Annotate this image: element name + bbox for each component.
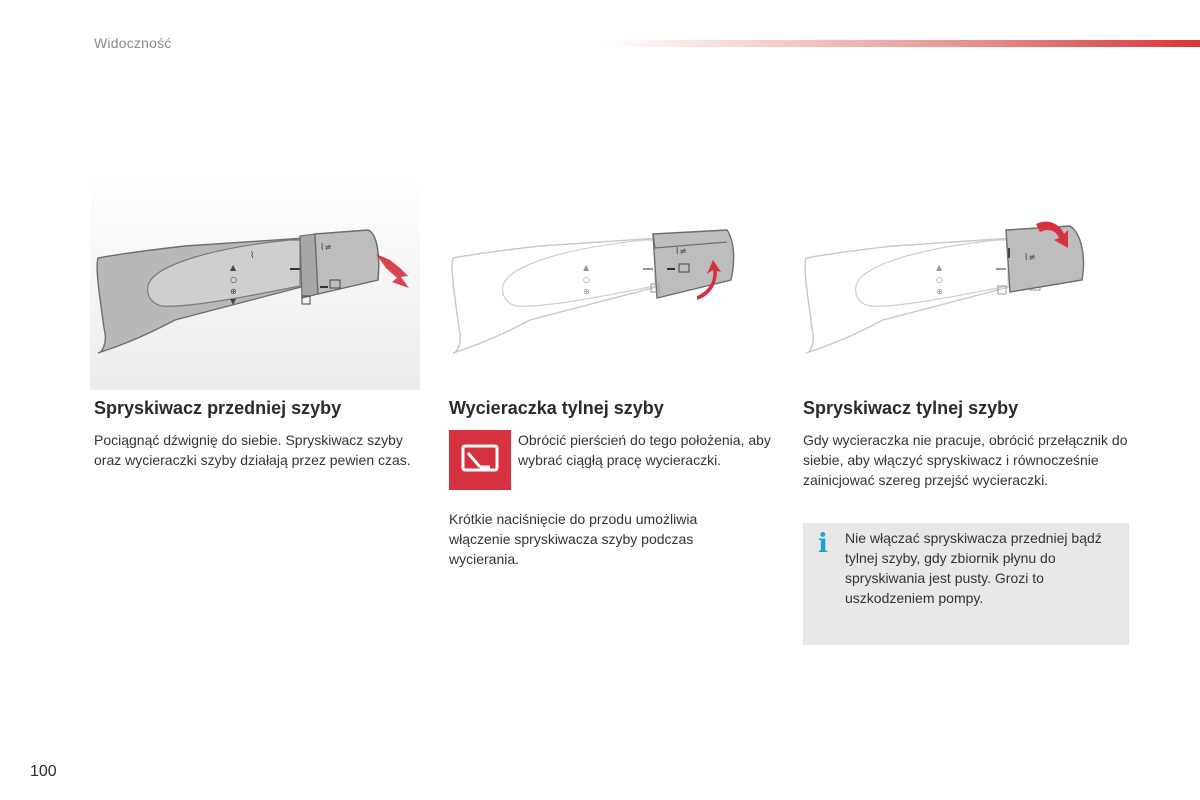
column-front-washer (94, 396, 426, 470)
column-rear-wiper (449, 396, 781, 569)
svg-text:▼: ▼ (230, 297, 237, 306)
svg-text:○: ○ (936, 275, 943, 284)
heading-front-washer: Spryskiwacz przedniej szyby (94, 398, 342, 418)
svg-text:○: ○ (230, 275, 237, 284)
info-box (803, 523, 1129, 645)
info-icon: i (818, 529, 828, 559)
svg-text:▲: ▲ (230, 263, 237, 272)
svg-text:⌇≠: ⌇≠ (320, 243, 332, 253)
svg-text:⌇≠: ⌇≠ (1024, 253, 1036, 263)
section-title: Widoczność (94, 35, 172, 51)
rear-wiper-symbol-row (449, 430, 781, 490)
header-accent-bar (600, 40, 1200, 47)
info-text: Nie włączać spryskiwacza przedniej bądź tylnej szyby, gdy zbiornik płynu do spryskiwania jest pusty. Grozi to uszkodzeniem pompy. (845, 530, 1102, 606)
svg-text:⊕: ⊕ (936, 287, 943, 296)
page-number: 100 (30, 763, 57, 780)
stalk-illustration-rear-wiper (445, 168, 775, 390)
text-rear-washer: Gdy wycieraczka nie pracuje, obrócić przełącznik do siebie, aby włączyć spryskiwacz i równocześnie zainicjować szereg przejść wycieraczki. (803, 432, 1128, 488)
stalk-illustration-front-washer (90, 168, 420, 390)
svg-text:⌇: ⌇ (250, 251, 255, 261)
svg-text:⊕: ⊕ (583, 287, 590, 296)
heading-rear-wiper: Wycieraczka tylnej szyby (449, 398, 664, 418)
svg-text:▲: ▲ (936, 263, 943, 272)
text-front-washer: Pociągnąć dźwignię do siebie. Spryskiwacz szyby oraz wycieraczki szyby działają przez pewien czas. (94, 432, 411, 468)
column-rear-washer (803, 396, 1135, 490)
heading-rear-washer: Spryskiwacz tylnej szyby (803, 398, 1019, 418)
svg-text:▲: ▲ (583, 263, 590, 272)
svg-text:⊕: ⊕ (230, 287, 237, 296)
text-rear-wiper-icon: Obrócić pierścień do tego położenia, aby wybrać ciągłą pracę wycieraczki. (518, 432, 771, 468)
svg-text:⌇≠: ⌇≠ (675, 247, 687, 257)
svg-text:○: ○ (583, 275, 590, 284)
stalk-illustration-rear-washer (798, 168, 1128, 390)
text-rear-wiper: Krótkie naciśnięcie do przodu umożliwia włączenie spryskiwacza szyby podczas wycierania. (449, 511, 698, 567)
rear-wiper-continuous-icon (449, 430, 511, 490)
